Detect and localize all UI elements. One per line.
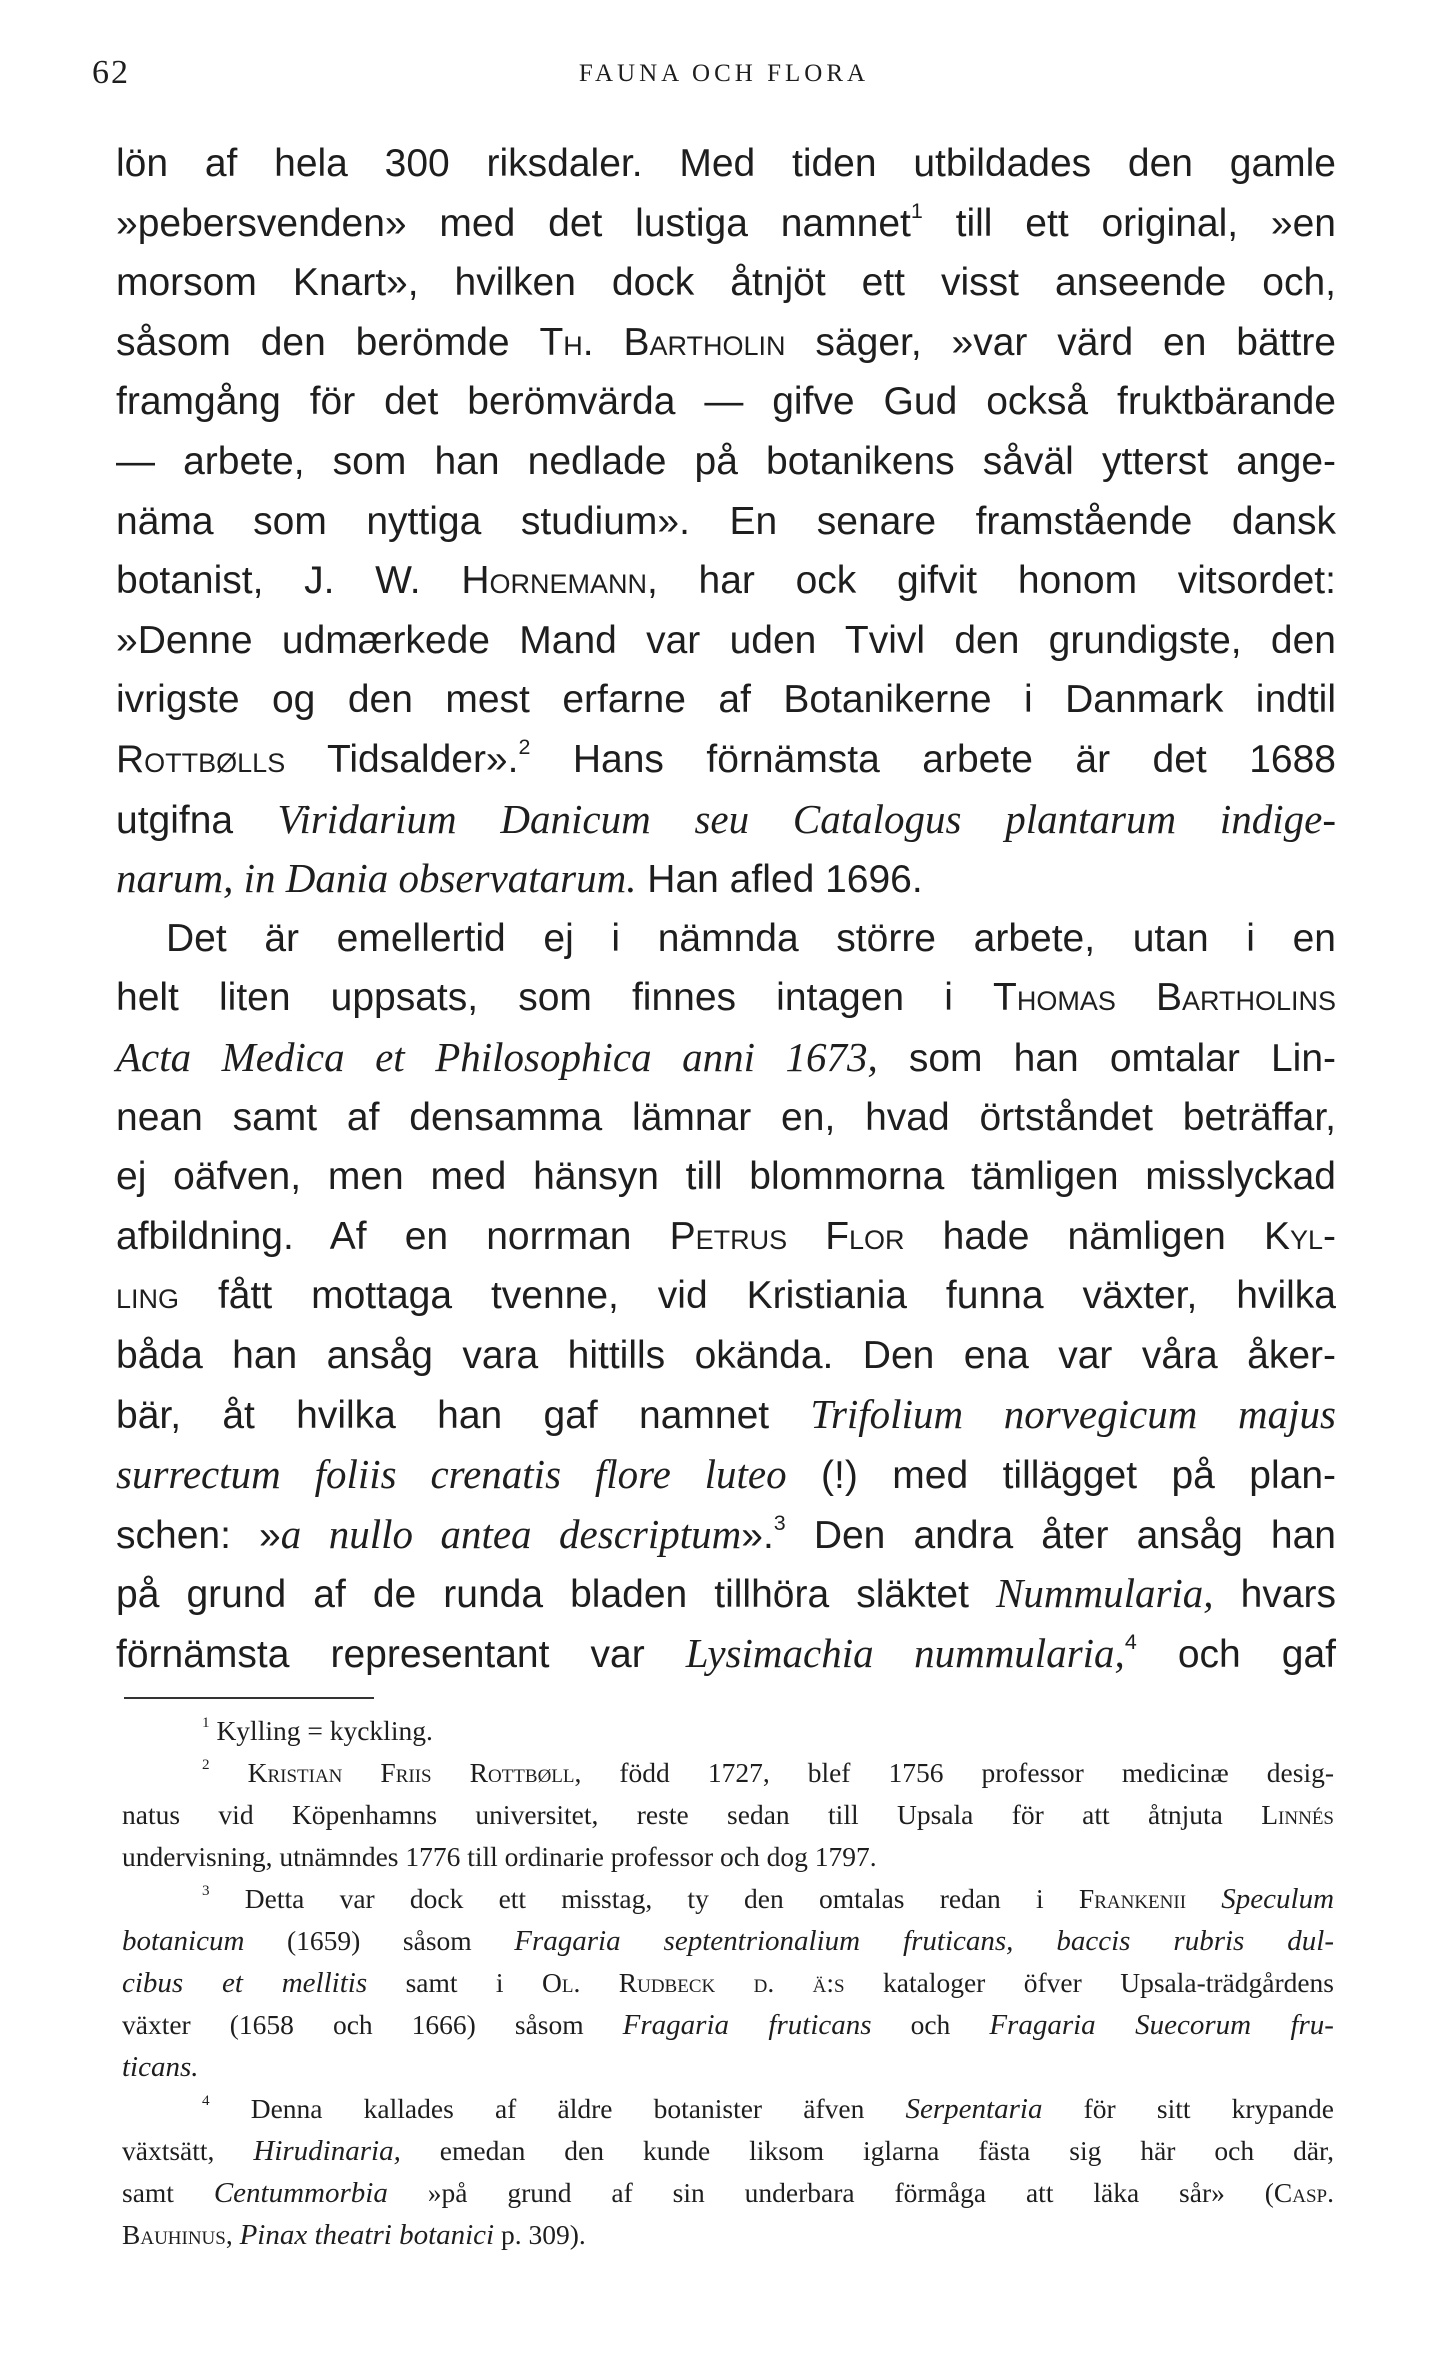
- footnote-line: [122, 1794, 1334, 1836]
- italic-run: Pinax theatri botanici: [239, 2219, 495, 2251]
- text-run: emedan den kunde liksom iglarna fästa sig här och där,: [400, 2135, 1334, 2166]
- footnote-line: [122, 2004, 1334, 2046]
- smallcaps-run: Kyl-: [1263, 1214, 1336, 1258]
- text-run: förnämsta representant var: [116, 1632, 686, 1676]
- text-run: Denna kallades af äldre botanister äfven: [209, 2093, 906, 2124]
- text-run: »Denne udmærkede Mand var uden Tvivl den grundigste, den: [116, 618, 1336, 662]
- body-line: [116, 1445, 1336, 1505]
- text-run: fått mottaga tvenne, vid Kristiania funna växter, hvilka: [179, 1274, 1336, 1318]
- text-run: ej oäfven, men med hänsyn till blommorna tämligen misslyckad: [116, 1155, 1336, 1199]
- body-line: [116, 849, 1336, 909]
- smallcaps-run: Th. Bartholin: [539, 320, 786, 364]
- footnote-marker: 4: [202, 2093, 210, 2110]
- body-line: [116, 1326, 1336, 1386]
- footnote-line: [122, 1920, 1334, 1962]
- text-run: växtsätt,: [122, 2135, 254, 2166]
- text-run: framgång för det berömvärda — gifve Gud också fruktbärande: [116, 380, 1336, 424]
- footnote-line: [122, 2172, 1334, 2214]
- footnote-line: [122, 2088, 1334, 2130]
- body-line: [116, 730, 1336, 790]
- italic-run: Fragaria septentrionalium fruticans, baccis rubris dul-: [514, 1925, 1334, 1957]
- italic-run: Centummorbia: [213, 2177, 388, 2209]
- text-run: »pebersvenden» med det lustiga namnet: [116, 201, 911, 245]
- footnote-marker: 4: [1124, 1629, 1137, 1654]
- text-run: undervisning, utnämndes 1776 till ordinarie professor och dog 1797.: [122, 1841, 877, 1872]
- text-run: Detta var dock ett misstag, ty den omtalas redan i: [209, 1883, 1079, 1914]
- body-line: [116, 670, 1336, 730]
- text-run: såsom den berömde: [116, 320, 540, 364]
- footnotes: [122, 1710, 1334, 2256]
- smallcaps-run: Thomas Bartholins: [993, 976, 1336, 1020]
- italic-run: surrectum foliis crenatis flore luteo: [116, 1451, 787, 1498]
- footnote-marker: 1: [202, 1715, 210, 1732]
- smallcaps-run: Petrus Flor: [669, 1214, 905, 1258]
- text-run: p. 309).: [494, 2219, 586, 2250]
- text-run: Den andra åter ansåg han: [785, 1513, 1336, 1557]
- footnote-rule: [124, 1697, 374, 1699]
- text-run: schen: »: [116, 1513, 281, 1557]
- text-run: lön af hela 300 riksdaler. Med tiden utbildades den gamle: [116, 142, 1336, 185]
- italic-run: Fragaria fruticans: [622, 2009, 872, 2041]
- text-run: som han omtalar Lin-: [877, 1036, 1336, 1080]
- text-run: Kylling = kyckling.: [209, 1715, 433, 1746]
- text-run: och: [871, 2009, 990, 2040]
- text-run: »på grund af sin underbara förmåga att läka sår» (: [387, 2177, 1274, 2208]
- body-line: [116, 1266, 1336, 1326]
- body-line: [116, 194, 1336, 254]
- body-line: [116, 1624, 1336, 1684]
- footnote-line: [122, 2046, 1334, 2088]
- smallcaps-run: Ol. Rudbeck d. ä:s: [542, 1967, 845, 1998]
- body-line: [116, 1505, 1336, 1565]
- text-run: båda han ansåg vara hittills okända. Den ena var våra åker-: [116, 1333, 1336, 1377]
- text-run: (!) med tillägget på plan-: [786, 1454, 1336, 1498]
- smallcaps-run: Frankenii: [1078, 1883, 1187, 1914]
- footnote-marker: 1: [910, 198, 923, 223]
- text-run: (1659) såsom: [244, 1925, 515, 1956]
- footnote-marker: 2: [202, 1757, 210, 1774]
- footnote-line: [122, 1752, 1334, 1794]
- text-run: bär, åt hvilka han gaf namnet: [116, 1394, 811, 1438]
- text-run: helt liten uppsats, som finnes intagen i: [116, 976, 993, 1020]
- text-run: [1186, 1883, 1221, 1914]
- text-run: , född 1727, blef 1756 professor medicinæ desig-: [574, 1757, 1334, 1788]
- body-line: [116, 134, 1336, 194]
- text-run: för sitt krypande: [1042, 2093, 1334, 2124]
- body-line: [116, 611, 1336, 671]
- body-line: [116, 1028, 1336, 1088]
- text-run: Han afled 1696.: [636, 858, 923, 902]
- smallcaps-run: Kristian Friis Rottbøll: [247, 1757, 575, 1788]
- text-run: [210, 1757, 248, 1788]
- text-run: ».: [741, 1513, 774, 1557]
- smallcaps-run: ling: [116, 1274, 180, 1318]
- footnote-line: [122, 1878, 1334, 1920]
- footnote-line: [122, 1710, 1334, 1752]
- text-run: nean samt af densamma lämnar en, hvad örtståndet beträffar,: [116, 1095, 1336, 1139]
- footnote-line: [122, 2214, 1334, 2256]
- text-run: natus vid Köpenhamns universitet, reste sedan till Upsala för att åtnjuta: [122, 1799, 1262, 1830]
- italic-run: Viridarium Danicum seu Catalogus plantarum indige-: [277, 795, 1336, 842]
- text-run: växter (1658 och 1666) såsom: [122, 2009, 623, 2040]
- footnote-line: [122, 2130, 1334, 2172]
- text-run: hvars: [1213, 1573, 1336, 1617]
- text-run: , har ock gifvit honom vitsordet:: [647, 559, 1336, 603]
- italic-run: a nullo antea descriptum: [280, 1510, 742, 1557]
- italic-run: Acta Medica et Philosophica anni 1673,: [116, 1033, 878, 1080]
- italic-run: Lysimachia nummularia,: [685, 1629, 1125, 1676]
- smallcaps-run: Casp.: [1273, 2177, 1334, 2208]
- smallcaps-run: Rottbølls: [116, 737, 286, 781]
- text-run: näma som nyttiga studium». En senare framstående dansk: [116, 499, 1336, 543]
- text-run: samt: [122, 2177, 214, 2208]
- text-run: morsom Knart», hvilken dock åtnjöt ett visst anseende och,: [116, 261, 1336, 305]
- italic-run: Trifolium norvegicum majus: [810, 1391, 1336, 1438]
- text-run: säger, »var värd en bättre: [785, 320, 1336, 364]
- footnote-marker: 2: [518, 734, 531, 759]
- text-run: afbildning. Af en norrman: [116, 1214, 670, 1258]
- italic-run: Nummularia,: [996, 1570, 1214, 1617]
- italic-run: Fragaria Suecorum fru-: [989, 2009, 1334, 2041]
- footnote-line: [122, 1962, 1334, 2004]
- smallcaps-run: Hornemann: [461, 559, 647, 603]
- body-line: [116, 1385, 1336, 1445]
- text-run: Hans förnämsta arbete är det 1688: [530, 737, 1337, 781]
- body-line: [116, 1147, 1336, 1207]
- italic-run: botanicum: [122, 1925, 245, 1957]
- italic-run: ticans.: [122, 2051, 199, 2083]
- body-line: [116, 1564, 1336, 1624]
- body-line: [116, 313, 1336, 373]
- italic-run: Serpentaria: [905, 2093, 1043, 2125]
- italic-run: Hirudinaria,: [253, 2135, 401, 2167]
- footnote-marker: 3: [773, 1510, 786, 1535]
- text-run: kataloger öfver Upsala-trädgårdens: [844, 1967, 1335, 1998]
- running-title: FAUNA OCH FLORA: [578, 60, 870, 87]
- text-run: Tidsalder».: [285, 737, 519, 781]
- text-run: och gaf: [1136, 1632, 1336, 1676]
- body-line: [116, 253, 1336, 313]
- body-text: [116, 134, 1336, 1683]
- body-line: [116, 492, 1336, 552]
- italic-run: cibus et mellitis: [122, 1967, 368, 1999]
- smallcaps-run: Linnés: [1261, 1799, 1334, 1830]
- text-run: ivrigste og den mest erfarne af Botanikerne i Danmark indtil: [116, 678, 1336, 722]
- text-run: till ett original, »en: [922, 201, 1336, 245]
- text-run: ,: [225, 2219, 240, 2250]
- body-line: [116, 909, 1336, 969]
- text-run: på grund af de runda bladen tillhöra släktet: [116, 1573, 996, 1617]
- body-line: [116, 432, 1336, 492]
- body-line: [116, 790, 1336, 850]
- text-run: samt i: [367, 1967, 542, 1998]
- body-line: [116, 968, 1336, 1028]
- text-run: Det är emellertid ej i nämnda större arbete, utan i en: [166, 916, 1336, 960]
- body-line: [116, 1088, 1336, 1148]
- footnote-line: [122, 1836, 1334, 1878]
- body-line: [116, 551, 1336, 611]
- text-run: utgifna: [116, 798, 278, 842]
- text-run: hade nämligen: [904, 1214, 1264, 1258]
- italic-run: Speculum: [1221, 1883, 1335, 1915]
- text-run: botanist, J. W.: [116, 559, 462, 603]
- italic-run: narum, in Dania observatarum.: [116, 855, 637, 902]
- text-run: — arbete, som han nedlade på botanikens såväl ytterst ange-: [116, 439, 1336, 483]
- smallcaps-run: Bauhinus: [122, 2219, 226, 2250]
- page-number: 62: [92, 54, 130, 91]
- body-line: [116, 1207, 1336, 1267]
- footnote-marker: 3: [202, 1883, 210, 1900]
- body-line: [116, 372, 1336, 432]
